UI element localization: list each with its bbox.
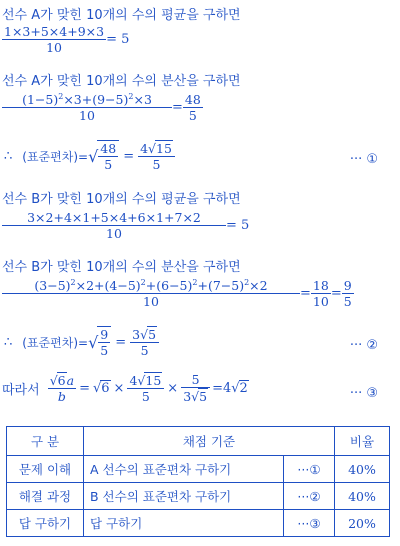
- header-section: 구 분: [7, 427, 84, 456]
- row-ratio: 40%: [335, 456, 390, 483]
- b-var-title: 선수 B가 맞힌 10개의 수의 분산을 구하면: [2, 260, 241, 275]
- a-mean-equation: $\frac{1\times 3+5\times 4+9\times 3}{10}$ = 5: [4, 24, 130, 55]
- tag-2: ··· ②: [349, 338, 378, 353]
- tag-3: ··· ③: [349, 386, 378, 401]
- final-equation: 따라서 $\frac{√6a}{b}$ = √6 × $\frac{4√15}{5}$ × $\frac{5}{3√5}$ =4 √2: [2, 372, 248, 404]
- table-row: [7, 483, 390, 510]
- header-criteria: 채점 기준: [84, 427, 335, 456]
- a-sd-equation: ∴ (표준편차)= √ $\frac{48}{5}$ = $\frac{4√15}{5}$: [4, 140, 175, 172]
- b-mean-equation: $\frac{3\times 2+4\times 1+5\times 4+6\times 1+7\times 2}{10}$ = 5: [2, 210, 249, 241]
- tag-1: ··· ①: [349, 152, 378, 167]
- row-ratio: 20%: [335, 510, 390, 537]
- a-var-title: 선수 A가 맞힌 10개의 수의 분산을 구하면: [2, 74, 241, 89]
- table-row: [7, 456, 390, 483]
- table-header-row: [7, 427, 390, 456]
- row-ref: ···③: [284, 510, 335, 537]
- row-ratio: 40%: [335, 483, 390, 510]
- row-ref: ···②: [284, 483, 335, 510]
- scoring-table: [6, 426, 390, 537]
- row-criteria: 답 구하기: [84, 510, 284, 537]
- b-sd-equation: ∴ (표준편차)= √ $\frac{9}{5}$ = $\frac{3√5}{5}$: [4, 326, 159, 358]
- row-criteria: A 선수의 표준편차 구하기: [84, 456, 284, 483]
- row-criteria: B 선수의 표준편차 구하기: [84, 483, 284, 510]
- b-var-equation: $\frac{(3-5)^2\times 2+(4-5)^2+(6-5)^2+(7-5)^2\times 2}{10}$ = $\frac{18}{10}$ = $\frac{9}{5}$: [2, 278, 354, 309]
- row-section: 해결 과정: [7, 483, 84, 510]
- header-ratio: 비율: [335, 427, 390, 456]
- row-section: 문제 이해: [7, 456, 84, 483]
- b-mean-title: 선수 B가 맞힌 10개의 수의 평균을 구하면: [2, 192, 241, 207]
- table-row: [7, 510, 390, 537]
- row-section: 답 구하기: [7, 510, 84, 537]
- a-var-equation: $\frac{(1-5)^2\times 3+(9-5)^2\times 3}{10}$ = $\frac{48}{5}$: [2, 92, 203, 123]
- row-ref: ···①: [284, 456, 335, 483]
- a-mean-title: 선수 A가 맞힌 10개의 수의 평균을 구하면: [2, 8, 241, 23]
